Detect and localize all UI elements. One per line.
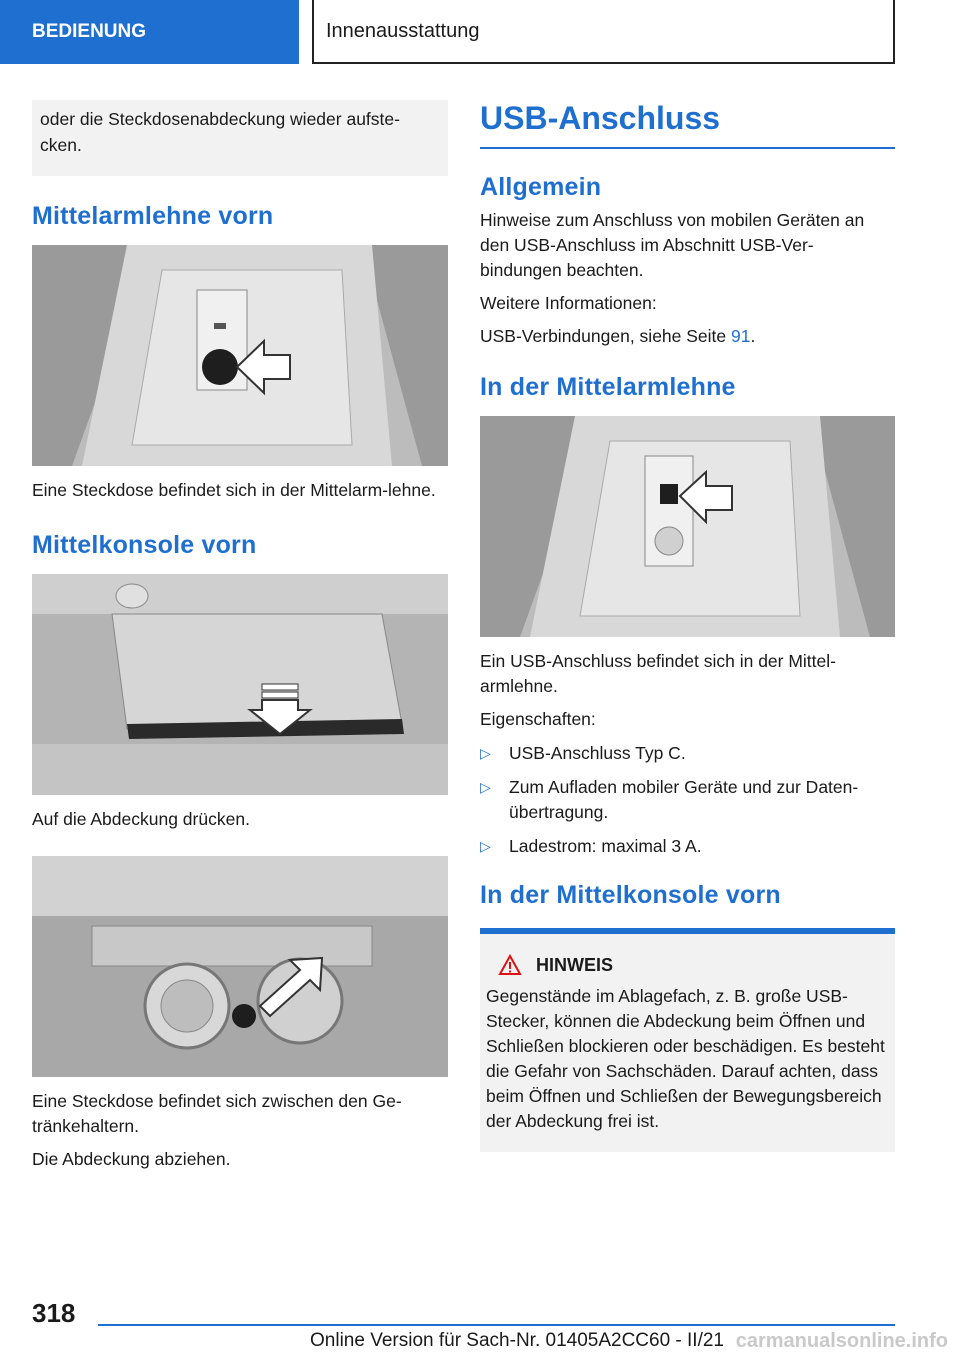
chapter-title: Innenausstattung	[312, 0, 895, 64]
usb-reference	[480, 324, 895, 349]
armrest-heading: Mittelarmlehne vorn	[32, 202, 274, 230]
console-caption-3: Die Abdeckung abziehen.	[32, 1149, 231, 1169]
more-info-label: Weitere Informationen:	[480, 293, 657, 313]
left-column	[32, 100, 448, 1172]
footer-text: Online Version für Sach-Nr. 01405A2CC60 - II/21	[310, 1330, 725, 1351]
page-number: 318	[32, 1298, 76, 1328]
title-rule	[480, 147, 895, 149]
intro-text: oder die Steckdosenabdeckung wieder aufste-cken.	[40, 109, 400, 155]
notice-box	[480, 928, 895, 1152]
general-heading: Allgemein	[480, 173, 602, 201]
console-heading: Mittelkonsole vorn	[32, 531, 257, 559]
list-item: ▷ Ladestrom: maximal 3 A.	[480, 834, 895, 859]
list-item: ▷ USB-Anschluss Typ C.	[480, 741, 895, 766]
triangle-right-icon: ▷	[480, 838, 491, 854]
console-cover-photo	[32, 574, 448, 795]
armrest-socket-photo	[32, 245, 448, 466]
triangle-right-icon: ▷	[480, 745, 491, 761]
properties-list	[480, 741, 895, 859]
reference-end: .	[750, 326, 756, 346]
notice-title: HINWEIS	[536, 954, 614, 975]
usb-armrest-heading: In der Mittelarmlehne	[480, 373, 736, 401]
intro-box	[32, 100, 448, 176]
list-item: ▷ Zum Aufladen mobiler Geräte und zur Daten-übertragung.	[480, 777, 859, 822]
watermark: carmanualsonline.info	[735, 1330, 948, 1352]
armrest-text: Eine Steckdose befindet sich in der Mittelarm-lehne.	[32, 480, 436, 500]
right-column	[480, 100, 895, 1152]
console-caption-2: Eine Steckdose befindet sich zwischen den Ge-tränkehaltern.	[32, 1091, 402, 1136]
usb-armrest-text: Ein USB-Anschluss befindet sich in der Mittel-armlehne.	[480, 651, 836, 696]
notice-header	[486, 954, 889, 976]
console-cupholder-photo	[32, 856, 448, 1077]
usb-armrest-photo	[480, 416, 895, 637]
warning-triangle-icon	[498, 954, 522, 976]
properties-label: Eigenschaften:	[480, 709, 596, 729]
usb-title: USB-Anschluss	[480, 100, 721, 136]
reference-text: USB-Verbindungen, siehe Seite	[480, 326, 727, 346]
section-tab: BEDIENUNG	[0, 0, 299, 64]
console-caption-1: Auf die Abdeckung drücken.	[32, 809, 250, 829]
page-link[interactable]: 91	[731, 326, 751, 346]
general-text: Hinweise zum Anschluss von mobilen Geräten an den USB-Anschluss im Abschnitt USB-Ver-bindungen beachten.	[480, 210, 865, 280]
footer-rule	[98, 1324, 895, 1326]
usb-console-heading: In der Mittelkonsole vorn	[480, 881, 781, 909]
notice-text: Gegenstände im Ablagefach, z. B. große USB-Stecker, können die Abdeckung beim Öffnen und Schließen blockieren oder beschädigen. Es besteht die Gefahr von Sachschäden. Darauf achten, dass beim Öffnen und Schließen der Bewegungsbereich der Abdeckung frei ist.	[486, 986, 885, 1131]
triangle-right-icon: ▷	[480, 779, 491, 795]
